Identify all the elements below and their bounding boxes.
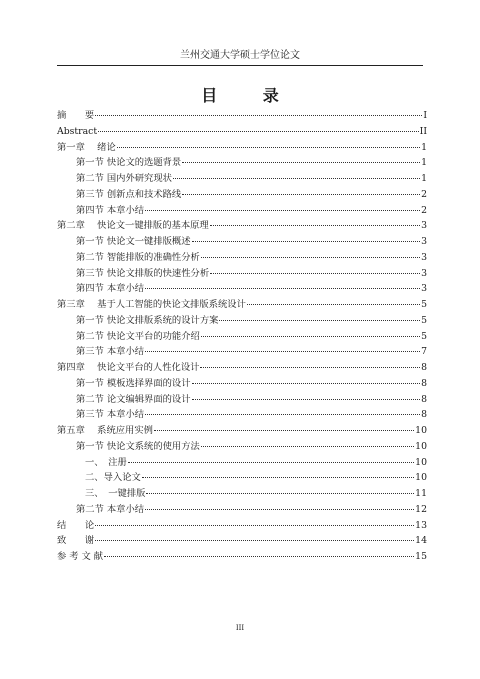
- toc-entry-page: II: [419, 125, 427, 137]
- toc-entry[interactable]: [57, 549, 427, 565]
- toc-entry[interactable]: [57, 203, 427, 219]
- toc-entry[interactable]: [57, 266, 427, 282]
- toc-entry-label: 第三章 基于人工智能的快论文排版系统设计: [57, 299, 246, 310]
- toc-entry-label: 第二节 本章小结: [76, 503, 145, 515]
- toc-entry-label: Abstract: [57, 125, 98, 137]
- dot-leader: [210, 225, 420, 226]
- toc-entry-label: 一、 注册: [85, 456, 127, 468]
- toc-entry-page: 13: [415, 519, 427, 531]
- dot-leader: [154, 430, 414, 431]
- toc-entry-label: 第二章 快论文一键排版的基本原理: [57, 220, 209, 232]
- toc-entry-label: 第四章 快论文平台的人性化设计: [57, 362, 200, 373]
- toc-entry-page: 3: [421, 236, 427, 247]
- dot-leader: [142, 477, 414, 478]
- toc-entry-page: 3: [421, 251, 427, 263]
- toc-entry-label: 第三节 创新点和技术路线: [76, 188, 182, 200]
- toc-entry[interactable]: [57, 518, 427, 534]
- dot-leader: [192, 383, 421, 384]
- dot-leader: [145, 414, 420, 415]
- toc-entry-page: 1: [421, 173, 427, 184]
- toc-entry-page: I: [423, 110, 427, 121]
- dot-leader: [145, 210, 420, 211]
- toc-entry-page: 1: [421, 157, 427, 169]
- toc-entry-page: 11: [415, 488, 427, 499]
- toc-entry-label: 结 论: [57, 519, 95, 531]
- toc-entry[interactable]: [57, 407, 427, 423]
- toc-title: 目 录: [201, 86, 299, 105]
- toc-entry[interactable]: [57, 234, 427, 250]
- table-of-contents: [57, 108, 427, 565]
- dot-leader: [145, 509, 414, 510]
- toc-entry-label: 二、导入论文: [85, 472, 141, 484]
- toc-entry-page: 2: [421, 204, 427, 216]
- toc-entry-page: 5: [421, 330, 427, 342]
- toc-entry-label: 第三节 本章小结: [76, 346, 145, 358]
- toc-entry-label: 第二节 智能排版的准确性分析: [76, 251, 200, 263]
- toc-entry[interactable]: [57, 171, 427, 187]
- toc-entry-page: 1: [421, 141, 427, 153]
- toc-entry-page: 8: [421, 362, 427, 373]
- toc-entry[interactable]: [57, 250, 427, 266]
- toc-entry[interactable]: [57, 376, 427, 392]
- toc-entry[interactable]: [57, 218, 427, 234]
- toc-entry[interactable]: [57, 533, 427, 549]
- dot-leader: [145, 351, 420, 352]
- toc-entry[interactable]: [57, 423, 427, 439]
- toc-entry[interactable]: [57, 187, 427, 203]
- page-number: III: [235, 624, 245, 632]
- toc-entry-label: 第三节 本章小结: [76, 409, 145, 421]
- toc-entry-page: 10: [415, 425, 427, 436]
- dot-leader: [173, 178, 420, 179]
- toc-entry-label: 致 谢: [57, 535, 95, 547]
- toc-entry-page: 14: [415, 535, 427, 547]
- toc-entry[interactable]: [57, 155, 427, 171]
- toc-entry-label: 第四节 本章小结: [76, 283, 145, 295]
- toc-entry-page: 10: [415, 472, 427, 484]
- toc-entry-page: 5: [421, 314, 427, 326]
- toc-entry-label: 第二节 国内外研究现状: [76, 173, 172, 184]
- toc-entry-label: 第一节 快论文一键排版概述: [76, 236, 191, 247]
- toc-entry-page: 8: [421, 409, 427, 421]
- toc-entry[interactable]: [57, 313, 427, 329]
- toc-entry[interactable]: [57, 140, 427, 156]
- toc-entry-label: 第二节 论文编辑界面的设计: [76, 393, 191, 405]
- toc-entry-page: 7: [421, 346, 427, 358]
- dot-leader: [128, 462, 414, 463]
- toc-entry[interactable]: [57, 502, 427, 518]
- dot-leader: [201, 446, 414, 447]
- toc-entry-label: 第一节 快论文系统的使用方法: [76, 440, 200, 452]
- toc-entry-label: 第一章 绪论: [57, 141, 116, 153]
- toc-entry[interactable]: [57, 329, 427, 345]
- dot-leader: [192, 399, 421, 400]
- toc-entry-page: 8: [421, 393, 427, 405]
- toc-entry-label: 第一节 快论文的选题背景: [76, 157, 182, 169]
- toc-entry-label: 参 考 文 献: [57, 551, 104, 562]
- toc-entry-page: 2: [421, 188, 427, 200]
- toc-entry-page: 3: [421, 220, 427, 232]
- dot-leader: [95, 525, 414, 526]
- dot-leader: [210, 273, 420, 274]
- dot-leader: [200, 367, 420, 368]
- toc-entry[interactable]: [57, 281, 427, 297]
- toc-entry-label: 三、 一键排版: [85, 488, 146, 499]
- dot-leader: [95, 115, 422, 116]
- toc-entry[interactable]: [57, 392, 427, 408]
- toc-entry-label: 摘 要: [57, 110, 95, 121]
- toc-entry-page: 8: [421, 377, 427, 389]
- toc-entry-label: 第一节 快论文排版系统的设计方案: [76, 314, 219, 326]
- toc-entry-label: 第五章 系统应用实例: [57, 425, 153, 436]
- toc-entry[interactable]: [57, 455, 427, 471]
- toc-entry-page: 15: [415, 551, 427, 562]
- toc-entry[interactable]: [57, 108, 427, 124]
- dot-leader: [117, 147, 420, 148]
- toc-entry[interactable]: [57, 439, 427, 455]
- running-header: 兰州交通大学硕士学位论文: [57, 50, 423, 66]
- toc-entry-page: 3: [421, 267, 427, 279]
- dot-leader: [104, 556, 414, 557]
- dot-leader: [146, 493, 414, 494]
- toc-entry-label: 第一节 模板选择界面的设计: [76, 377, 191, 389]
- toc-entry[interactable]: [57, 297, 427, 313]
- dot-leader: [201, 257, 420, 258]
- toc-entry-page: 10: [415, 440, 427, 452]
- dot-leader: [192, 241, 421, 242]
- toc-entry[interactable]: [57, 344, 427, 360]
- toc-entry-page: 3: [421, 283, 427, 295]
- dot-leader: [145, 288, 420, 289]
- toc-entry-page: 10: [415, 456, 427, 468]
- toc-entry[interactable]: [57, 124, 427, 140]
- toc-entry[interactable]: [57, 470, 427, 486]
- toc-entry-label: 第四节 本章小结: [76, 204, 145, 216]
- dot-leader: [247, 304, 420, 305]
- dot-leader: [98, 131, 419, 132]
- toc-entry[interactable]: [57, 486, 427, 502]
- dot-leader: [201, 336, 420, 337]
- toc-entry-label: 第二节 快论文平台的功能介绍: [76, 330, 200, 342]
- toc-entry-page: 5: [421, 299, 427, 310]
- dot-leader: [182, 194, 420, 195]
- dot-leader: [219, 320, 420, 321]
- dot-leader: [182, 162, 420, 163]
- toc-entry-page: 12: [415, 503, 427, 515]
- toc-entry-label: 第三节 快论文排版的快速性分析: [76, 267, 210, 279]
- toc-entry[interactable]: [57, 360, 427, 376]
- dot-leader: [95, 540, 414, 541]
